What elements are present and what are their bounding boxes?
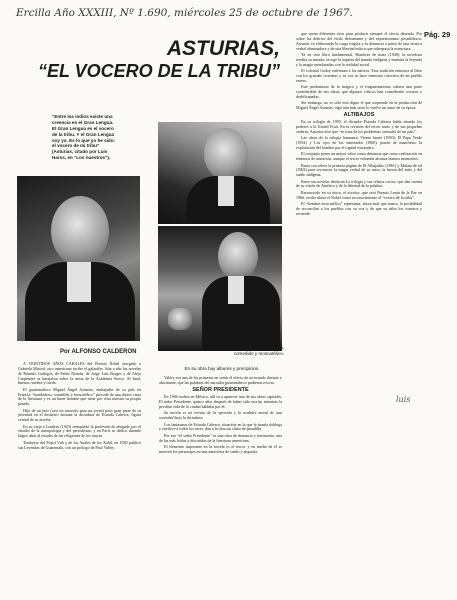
portrait-photo-lower	[158, 226, 282, 351]
paragraph: El colonial Godoy enfrentan a los nativos. Esta tradición entronca al libro con los grandes cronistas y su voz se hace memoria colectiva de un pueblo entero.	[296, 67, 422, 83]
paragraph: Las obras de la trilogía bananera, Viento fuerte (1950), El Papa Verde (1954) y Los ojos de los enterrados (1960), ponen de manifiesto la explotación del hombre por el capital extranjero.	[296, 135, 422, 150]
paragraph: Por eso “el señor Presidente” es una obra de denuncia y testimonio, una de las más leídas y discutidas de la literatura americana.	[159, 432, 282, 443]
paragraph: Traductor del Popol Vuh y de los Anales de los Xahil, en 1930 publicó sus Leyendas de Guatemala, con un prólogo de Paul Valéry.	[18, 439, 141, 450]
article-column-2	[159, 376, 282, 594]
paragraph: Este predominio de lo mágico y el fragmentarismo cubren una parte considerable de sus obras, que algunos críticos han considerado oscuras y deshilvanadas.	[296, 83, 422, 99]
article-column-3	[296, 32, 422, 594]
paragraph: El elemento imperante en la novela es el terror, y en medio de él se mueven los personajes en una atmósfera de sueño y angustia.	[159, 443, 282, 454]
paragraph: En 1946 realiza en México, allí va a aparecer una de sus obras capitales, El señor Presidente, quince años después de haber sido escrita, mientras la peculiar vida de la ciudad hablaba por él.	[159, 394, 282, 409]
byline: Por ALFONSO CALDERON	[60, 349, 137, 355]
paragraph: En su trilogía de 1950, el dictador Estrada Cabrera había situado los poderes a la United Fruit. En la revisión del tercer tomo y de sus pequeñas caderas, Asturias dice que “se trata de los problemas centrales de mi país”.	[296, 119, 422, 134]
paragraph: que suena diferentes ritos para producir siempre el efecto deseado. Por sobre los delirios del estilo deformante y del expresionismo pesadillesco, Asturias va elaborando la carga trágica y la denuncia a partir de una técnica verbal abrumadora y de una libertad mítica que sobrepasa la estructura.	[296, 31, 422, 51]
photo-caption: Asturias: bondadoso, comedido y moscatélico.	[233, 345, 284, 356]
headline	[18, 37, 280, 82]
paragraph: Valéry esa una de las primeras en sentir el efecto de un mundo distinto y alucinante, que las palabras del narrador guatemalteco pudieron evocar.	[159, 375, 282, 385]
paragraph: Ya en otro libro fundamental, Hombres de maíz (1949), la novelista reedita su mirada, recoge la riqueza del mundo indígena y muestra la leyenda y la magia entrelazadas con la realidad social.	[296, 51, 422, 67]
paragraph: A VEINTIDOS AÑOS CABALES del Premio Nobel otorgado a Gabriela Mistral, otro americano recibe el galardón. Aún a año las novelas de Rómulo Gallegos, de Pablo Neruda, de Jorge Luis Borges y de Alejo Carpentier se barajaron sobre la mesa de la Academia Sueca. Al final, buenos, sueños y rueda.	[18, 361, 141, 386]
paragraph: Reconocido en su tierra, el escritor, que será Premio Lenin de la Paz en 1966, recibe ahora el Nobel como reconocimiento al “vocero de la tribu”.	[296, 189, 422, 200]
headline-line2: “EL VOCERO DE LA TRIBU”	[37, 61, 280, 82]
paragraph: Entre sus novelas destacan La trilogía y sus relatos cortos, que dan cuenta de su visión de América y de la libertad de la palabra.	[296, 178, 422, 189]
handwritten-side-note: luis	[396, 395, 411, 404]
paragraph: El conjunto posee un mayor valor como denuncia que como realización en términos de narración, aunque el tercer volumen alcanza buenos momentos.	[296, 151, 422, 162]
subheading-senor-presidente: SEÑOR PRESIDENTE	[192, 387, 249, 394]
article-column-1	[18, 362, 141, 594]
paragraph: Los fantasmas de Estrada Cabrera, situación en la que la tiranía doblega y envilece a todos los seres, dan a la obra un clima de pesadilla.	[159, 421, 282, 432]
portrait-photo-upper	[158, 122, 282, 224]
subheading-altibajos: ALTIBAJOS	[343, 112, 375, 119]
paragraph: En su viaje a Londres (1923) reemplazó la profesión de abogado por el estudio de la antropología y del periodismo, y en París se dedicó durante largos años al estudio de las religiones de los mayas.	[18, 423, 141, 439]
paragraph: El “hombre moscatélico” representa, ahora más que nunca, la posibilidad de reconciliar a los pueblos con su voz y de que su tribu los conozca y recuerde.	[296, 200, 422, 216]
portrait-photo-main	[17, 176, 140, 341]
page-number: Pág. 29	[424, 30, 451, 39]
paragraph: El guatemalteco Miguel Ángel Asturias, embajador de su país en Francia, “bondadoso, comedido y moscatélico” procede de una ilustre casta de la literatura y es un buen hombre que tiene por cosa nuestra su propio pasado.	[18, 386, 141, 407]
handwritten-header: Ercilla Año XXXIII, Nº 1.690, miércoles 25 de octubre de 1967.	[16, 7, 353, 19]
paragraph: Su novela es un retrato de la opresión y la sordidez moral de una sociedad bajo la dictadura.	[159, 410, 282, 421]
paragraph: Hijo de un juez (casi un ancestro para un joven) pasó gran parte de su juventud en el destierro durante la dictadura de Estrada Cabrera, figura central de su novela.	[18, 407, 141, 423]
headline-line1: ASTURIAS,	[166, 37, 280, 60]
photo-caption-secondary: En su obra hay albures y precipicios.	[184, 366, 260, 371]
paragraph: Sin embargo, no es sólo esto digno el que sorprende en la producción de Miguel Ángel Asturias, algo aún más serio lo vuelve un autor de su época.	[296, 99, 422, 110]
pull-quote: “Entre los indios existe una creencia en el Gran Lengua. El Gran Lengua es el vocero de la tribu. Y el Gran Lengua soy yo. Es lo que yo he sido: el vocero de mi tribu” (Asturias, citado por Luis Harss, en “Los nuestros”).	[52, 114, 116, 161]
paragraph: Basta con releer la primera página de El Alhajadito (1961) y Mulata de tal (1963) para reconocer la magia verbal de su autor, la fuerza del mito y del sueño indígena.	[296, 162, 422, 178]
